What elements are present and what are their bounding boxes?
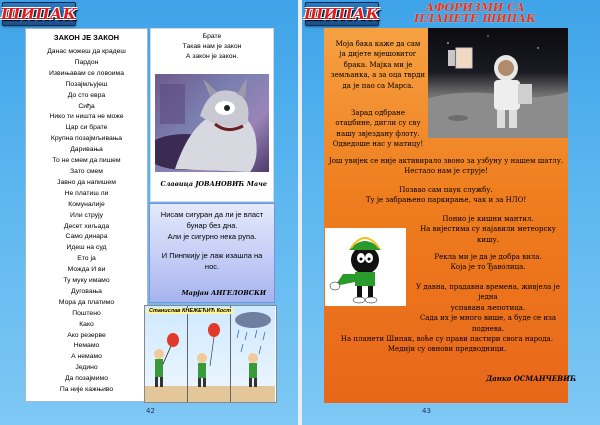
poem-line: Па није кажњиво: [59, 386, 114, 394]
poem-line: А немамо: [71, 353, 102, 361]
poem-line: Комуналије: [68, 200, 105, 208]
poem-line: Мора да платимо: [58, 298, 115, 306]
marvin-martian-illustration: [325, 228, 406, 306]
brate-line: Брате: [202, 33, 222, 40]
page-number-right: 43: [422, 407, 431, 415]
aphorism-block-8: [326, 334, 568, 355]
aphorism-signature: Марјан АНГЕЛОВСКИ: [181, 289, 266, 297]
poem-line: Зато смем: [70, 167, 103, 175]
aphorism-line: Моја бака каже да сам: [335, 40, 421, 48]
aphorism-line: Сада их је много више, а буде се иза: [419, 314, 557, 323]
poem-line: Сиђа: [78, 102, 95, 110]
poem-line: Поштено: [72, 309, 101, 317]
brate-line: А закон је закон.: [185, 53, 239, 60]
aphorism-line: На вијестима су најавили метеорску кишу.: [420, 225, 556, 244]
aphorism-spacer: [150, 242, 274, 250]
aphorism-line: Нестало нам је струје!: [404, 167, 488, 176]
poem-line: Не платиш ли: [64, 189, 109, 197]
poem-line: Нико ти ништа не може: [49, 113, 124, 121]
aphorism-line: успавана љепотица.: [450, 303, 526, 312]
aphorism-line: Која је то Ђаволица.: [450, 263, 526, 272]
aphorism-line: Још увијек се није активирало звоно за узбуну у нашем шатлу.: [328, 157, 564, 165]
aphorism-block-4: [326, 185, 566, 206]
aphorism-block-6: [410, 252, 566, 273]
comic-title: Станислав КНЕЖЕЋИЋ Кост: [149, 308, 232, 314]
logo-left: [2, 2, 76, 26]
poem-line: Извињавам се ловоима: [48, 69, 125, 77]
poem-line: Јавно да напишем: [57, 178, 116, 186]
aphorism-line: поднева.: [471, 324, 505, 333]
page-number-left: 42: [146, 407, 155, 415]
right-title-line-1: АФОРИЗМИ СА: [425, 1, 525, 14]
comic-strip: [144, 305, 277, 403]
brate-line: Такав нам је закон: [182, 43, 242, 50]
comic-panel-2: [188, 306, 231, 402]
aphorism-line: Али је сигурно нека рупа.: [167, 232, 257, 241]
poem-line: Немамо: [73, 342, 100, 350]
left-page: [0, 0, 298, 425]
poem-line: Ту муку имамо: [63, 277, 110, 285]
aphorism-line: ја дијете мјешовитог: [339, 50, 417, 59]
poem-line: Како: [79, 320, 94, 328]
aphorism-line: нашу звјездану флоту.: [336, 129, 420, 138]
aphorism-line: Нисам сигуран да ли је власт: [160, 210, 264, 219]
poem-line: Ако резерве: [67, 331, 106, 339]
aphorism-block-5: [410, 214, 566, 245]
aphorism-line: И Пинпкију је лаж изашла на: [161, 251, 263, 260]
aphorism-line: Понио је кишни мантил.: [442, 215, 534, 223]
aphorism-line: Одведоше нас у матицу!: [332, 140, 424, 149]
poem-line: Ето ја: [77, 255, 96, 263]
aphorism-block-3: [326, 156, 566, 177]
poem-line: Пардон: [74, 58, 99, 66]
aphorism-line: Ту је забрањено паркирање, чак и за НЛО!: [365, 196, 527, 205]
poem-line: Идеш на суд: [66, 244, 107, 252]
poem-line: Десет хиљада: [63, 222, 110, 230]
aphorism-line: земљанка, а за оца тврди: [330, 71, 426, 80]
right-page-signature: Данко ОСМАНЧЕВИЋ: [486, 374, 577, 383]
right-page-title: [400, 2, 550, 24]
poem-line: Цар си брате: [65, 124, 108, 132]
brate-signature: Славица ЈОВАНОВИЋ Мачe: [160, 180, 267, 188]
aphorism-line: да је пао са Марса.: [342, 81, 414, 90]
poem-line: Можда И ви: [67, 266, 106, 274]
poem-line: Да позајмимо: [65, 375, 108, 383]
poem-line: До сто евра: [67, 91, 106, 99]
aphorism-line: Позвао сам паук службу.: [399, 186, 493, 194]
poem-box: [25, 28, 148, 402]
poem-line: Или струју: [69, 211, 104, 219]
logo-text-right: ШИПАК: [304, 5, 380, 23]
aphorism-line: Рекла ми је да је добра вила.: [434, 253, 542, 261]
poem-line: То не смем да пишем: [52, 157, 121, 165]
poem-title: ЗАКОН ЈЕ ЗАКОН: [53, 33, 120, 42]
aphorism-line: отаџбине, дигли су сву: [335, 119, 421, 128]
poem-line: Даривања: [70, 146, 103, 154]
aphorism-block-1: [328, 39, 428, 91]
logo-text-left: ШИПАК: [1, 5, 77, 23]
right-title-line-2: ПЛАНЕТЕ ШИПАК: [414, 12, 536, 25]
poem-line: Крупна позајмљивања: [50, 135, 123, 143]
poem-lines: [26, 47, 147, 396]
comic-panel-3: [231, 306, 275, 402]
aphorism-line: Медији су овнови предводници.: [387, 345, 507, 354]
astronaut-moon-photo: [428, 28, 568, 138]
wolf-cartoon-illustration: [155, 74, 269, 172]
poem-line: Данас можеш да крадеш: [47, 48, 126, 55]
comic-panel-1: [145, 306, 188, 402]
logo-right: [305, 2, 379, 26]
poem-line: Позајмљујеш: [65, 80, 108, 88]
poem-line: Само динара: [65, 233, 108, 241]
aphorism-block-2: [328, 108, 428, 150]
aphorism-line: бунар без дна.: [186, 221, 238, 230]
aphorism-block-7: [408, 282, 568, 334]
aphorism-line: Зарад одбране: [351, 109, 405, 117]
poem-line: Дуговања: [71, 287, 102, 295]
aphorism-box: [149, 203, 275, 303]
brate-box: [150, 28, 274, 202]
poem-line: Једино: [75, 364, 98, 372]
aphorism-line: У давна, прадавна времена, живјела је једна: [416, 283, 560, 302]
aphorism-line: На планети Шипак, воће су прави пастири свога народа.: [340, 335, 554, 343]
aphorism-line: нос.: [204, 262, 220, 271]
aphorism-line: брака. Мајка ми је: [343, 60, 413, 69]
